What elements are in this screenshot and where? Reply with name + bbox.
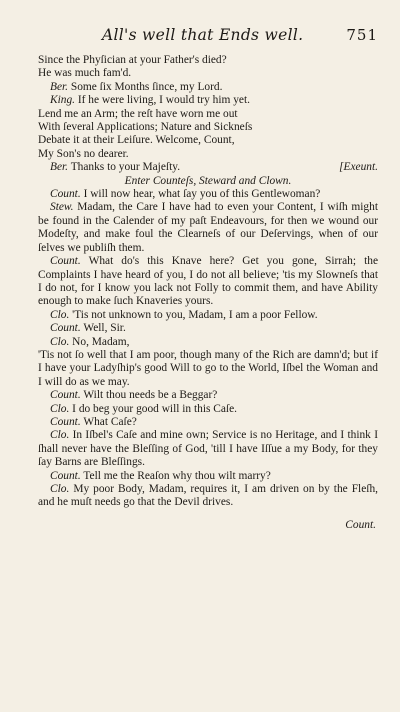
speech-text: Some ſix Months ſince, my Lord. [70, 80, 223, 93]
speech-text: I will now hear, what ſay you of this Gentlewoman? [83, 188, 321, 201]
speech [38, 188, 378, 201]
verse-line: Debate it at their Leiſure. Welcome, Count, [38, 134, 235, 147]
speech-text: 'Tis not unknown to you, Madam, I am a poor Fellow. [72, 308, 318, 321]
verse-line: Since the Phyſician at your Father's died? [38, 54, 227, 66]
speaker-name: Clo. [50, 335, 70, 348]
speech-text: What Caſe? [83, 415, 137, 428]
stage-direction-exit: [Exeunt. [339, 161, 378, 174]
speech-text: Well, Sir. [83, 322, 126, 335]
speaker-name: Count. [50, 389, 81, 402]
speaker-name: Count. [50, 322, 81, 335]
speech [38, 403, 378, 416]
speaker-name: Count. [50, 415, 81, 428]
speech [38, 322, 378, 335]
speaker-name: Clo. [50, 483, 70, 495]
speech-continuation: 'Tis not ſo well that I am poor, though many of the Rich are damn'd; but if I have your Ladyſhip's good Will to go to the World, Iſbel the Woman and I will do as we may. [38, 348, 378, 388]
speech [38, 389, 378, 402]
speaker-name: Clo. [50, 402, 70, 415]
running-title: All's well that Ends well. [102, 26, 304, 44]
speech [38, 470, 378, 483]
speech [38, 201, 378, 255]
speaker-name: Count. [50, 469, 81, 482]
speech [38, 429, 378, 469]
speech [38, 416, 378, 429]
speaker-name: Ber. [50, 80, 69, 93]
speaker-name: Count. [50, 188, 81, 201]
verse-line: Lend me an Arm; the reſt have worn me out [38, 107, 238, 120]
speech [38, 336, 378, 349]
speech-text: If he were living, I would try him yet. [77, 94, 250, 107]
speech [38, 81, 378, 94]
speaker-name: Clo. [50, 308, 70, 321]
speech [38, 94, 378, 107]
speech-text: What do's this Knave here? Get you gone, Sirrah; the Complaints I have heard of you, I do not all believe; 'tis my Slowneſs that I do not, for I know you lack not Folly to commit them, and have Ability enough to make ſuch Knaveries yours. [38, 255, 378, 308]
page-body [38, 54, 378, 532]
catchword: Count. [345, 518, 376, 531]
speech [38, 309, 378, 322]
speech [38, 483, 378, 510]
page-number: 751 [346, 26, 378, 44]
speaker-name: Stew. [50, 201, 74, 214]
speaker-name: Count. [50, 255, 81, 268]
speaker-name: Clo. [50, 429, 70, 442]
speech-text: Thanks to your Majeſty. [70, 161, 181, 174]
stage-direction-enter: Enter Counteſs, Steward and Clown. [124, 174, 292, 187]
speech [38, 255, 378, 309]
speech-text: Tell me the Reaſon why thou wilt marry? [83, 469, 271, 482]
verse-line: With ſeveral Applications; Nature and Sickneſs [38, 121, 253, 134]
speech-text: Madam, the Care I have had to even your Content, I wiſh might be found in the Calender of my paſt Endeavours, for then we wound our Modeſty, and make foul the Clearneſs of our Deſervings, when of our ſelves we publiſh them. [38, 201, 378, 254]
speech-text: Wilt thou needs be a Beggar? [83, 389, 218, 402]
speaker-name: King. [50, 94, 76, 107]
verse-line: He was much fam'd. [38, 67, 132, 80]
speech [38, 161, 378, 174]
speech-text: My poor Body, Madam, requires it, I am driven on by the Fleſh, and he muſt needs go that the Devil drives. [38, 483, 378, 509]
verse-line: My Son's no dearer. [38, 147, 129, 160]
speaker-name: Ber. [50, 161, 69, 174]
speech-text: No, Madam, [72, 335, 130, 348]
speech-text: In Iſbel's Caſe and mine own; Service is no Heritage, and I think I ſhall never have the Bleſſing of God, 'till I have Iſſue a my Body, for they ſay Barns are Bleſſings. [38, 429, 378, 469]
speech-text: I do beg your good will in this Caſe. [72, 402, 238, 415]
page-header [38, 26, 378, 48]
